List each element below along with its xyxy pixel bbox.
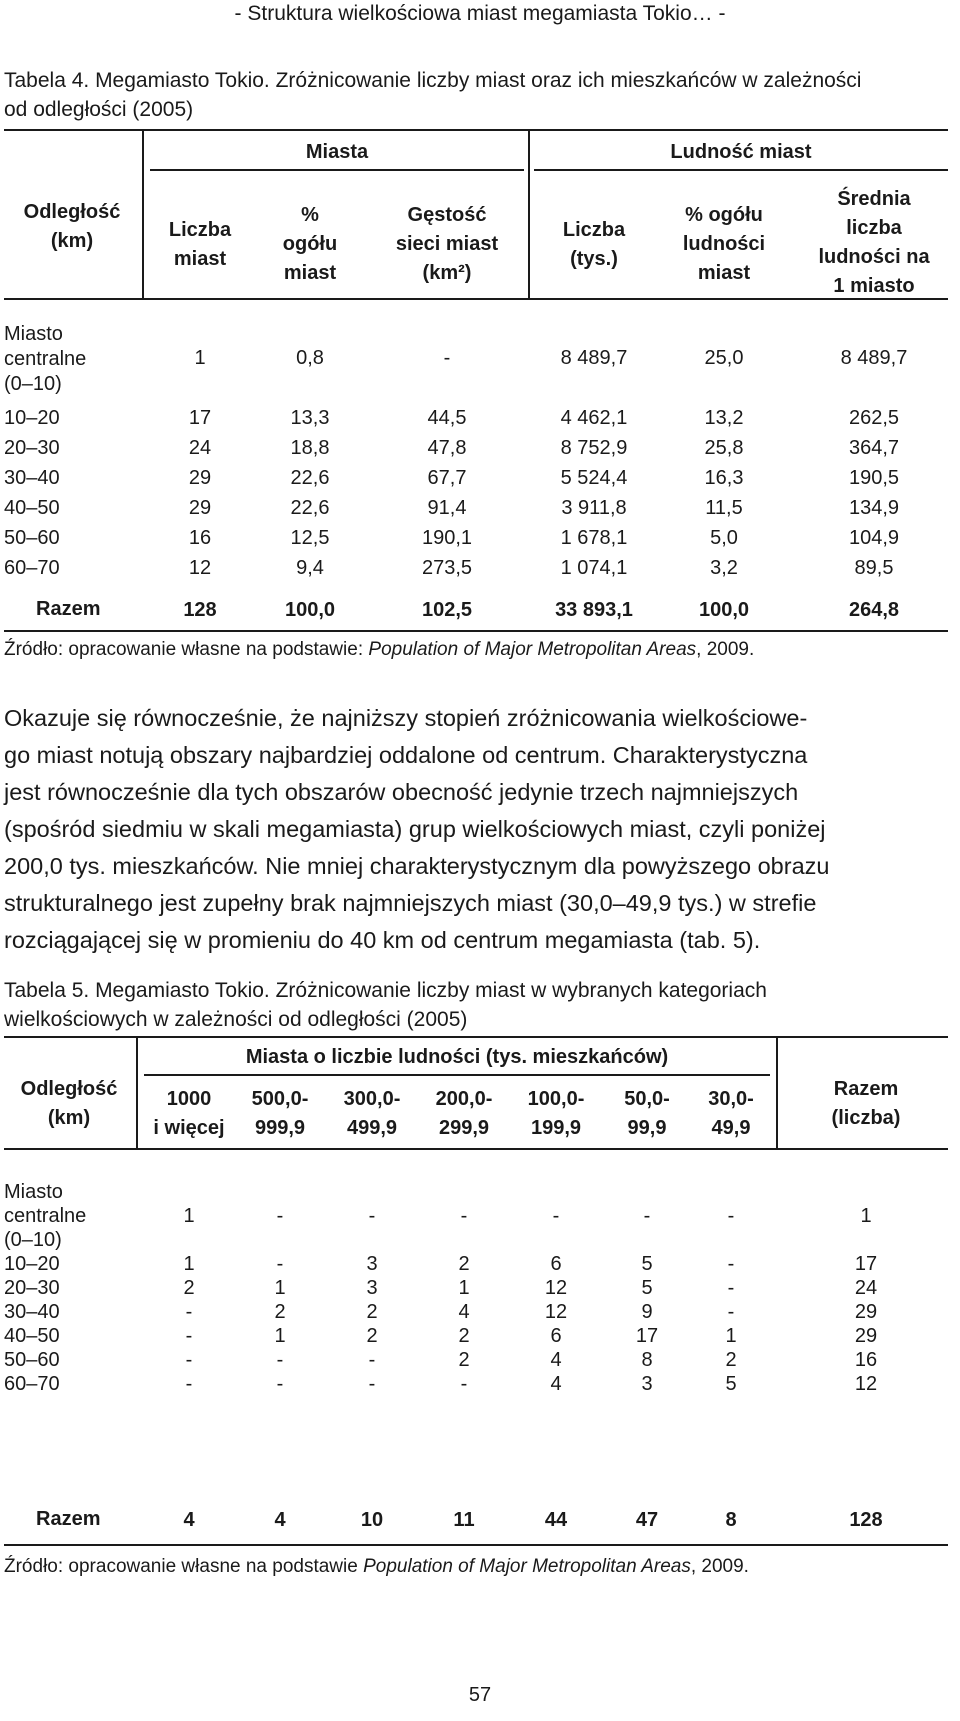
table5-cell: - (276, 1253, 284, 1275)
table5-cell: 2 (274, 1301, 286, 1323)
table5-cell: 1 (274, 1325, 286, 1347)
table4-group-rule-ludnosc (534, 169, 948, 171)
table4-cell: 8 489,7 (560, 347, 628, 369)
table5-cell: 12 (544, 1301, 568, 1323)
running-header: - Struktura wielkościowa miast megamiasta Tokio… - (234, 2, 726, 25)
table4-cell: 29 (188, 497, 212, 519)
table5-total-cell: 10 (360, 1509, 384, 1531)
table4-cell: 16 (188, 527, 212, 549)
table4-col-liczba-tys: Liczba (tys.) (562, 219, 626, 270)
table4-row-label: 60–70 (4, 557, 60, 579)
table5-col-header: 1000 i więcej (153, 1088, 225, 1139)
table4-group-miasta: Miasta (305, 141, 369, 163)
table5-cell: 29 (854, 1301, 878, 1323)
paragraph-line: (spośród siedmiu w skali megamiasta) grup wielkościowych miast, czyli poniżej (4, 816, 826, 842)
table4-group-ludnosc: Ludność miast (670, 141, 812, 163)
table4-cell: 24 (188, 437, 212, 459)
table5-cell: 17 (635, 1325, 659, 1347)
table5-cell: 5 (641, 1253, 653, 1275)
table5-cell: - (368, 1349, 376, 1371)
paragraph-line: Okazuje się równocześnie, że najniższy stopień zróżnicowania wielkościowe- (4, 705, 808, 731)
table4-row-label: 30–40 (4, 467, 60, 489)
table4-cell: 8 489,7 (840, 347, 908, 369)
table4-cell: 12 (188, 557, 212, 579)
table4-col-procent-miast: % ogółu miast (282, 204, 338, 284)
table5-source: Źródło: opracowanie własne na podstawie Population of Major Metropolitan Areas, 2009. (4, 1556, 749, 1577)
table4-total-cell: 100,0 (284, 599, 336, 621)
table4-cell: 104,9 (848, 527, 900, 549)
table5-cell: 9 (641, 1301, 653, 1323)
table5-cell: 6 (550, 1253, 562, 1275)
table5-cell: - (276, 1205, 284, 1227)
table5-cell: 2 (458, 1325, 470, 1347)
page-number: 57 (468, 1684, 492, 1706)
table5-cell: 2 (458, 1253, 470, 1275)
table5-row-label: 10–20 (4, 1253, 60, 1275)
table4-top-rule (4, 129, 948, 131)
table5-col-header: 30,0- 49,9 (708, 1088, 754, 1139)
table5-cell: - (276, 1349, 284, 1371)
table5-col-header: 300,0- 499,9 (343, 1088, 401, 1139)
table4-cell: 134,9 (848, 497, 900, 519)
table5-col-divider (776, 1036, 778, 1150)
table4-total-cell: 264,8 (848, 599, 900, 621)
table4-total-cell: 100,0 (698, 599, 750, 621)
table5-cell: - (643, 1205, 651, 1227)
table5-col-total: Razem (liczba) (831, 1078, 901, 1129)
table4-source: Źródło: opracowanie własne na podstawie: Population of Major Metropolitan Areas, 2009. (4, 639, 755, 660)
table5-row-label-central: Miasto centralne (0–10) (4, 1181, 87, 1251)
table5-cell: 5 (641, 1277, 653, 1299)
table4-caption (4, 66, 861, 124)
table4-cell: 1 074,1 (560, 557, 628, 579)
table4-col-procent-ludnosci: % ogółu ludności miast (682, 204, 766, 284)
table4-row-label-central: Miasto centralne (0–10) (4, 323, 87, 395)
table4-row-label: 10–20 (4, 407, 60, 429)
table5-cell: 4 (550, 1373, 562, 1395)
table5-cell: 1 (725, 1325, 737, 1347)
table5-cell: 1 (458, 1277, 470, 1299)
table5-group-title: Miasta o liczbie ludności (tys. mieszkańców) (245, 1046, 669, 1068)
table5-cell: 8 (641, 1349, 653, 1371)
table4-caption-line: Tabela 4. Megamiasto Tokio. Zróżnicowanie liczby miast oraz ich mieszkańców w zależności (4, 69, 862, 92)
table4-cell: 12,5 (290, 527, 330, 549)
table5-cell: - (460, 1205, 468, 1227)
table5-total-cell: 128 (849, 1509, 883, 1531)
table5-cell: 2 (366, 1301, 378, 1323)
table4-cell: 364,7 (848, 437, 900, 459)
table4-cell: 9,4 (296, 557, 324, 579)
table4-cell: 11,5 (705, 497, 743, 519)
table4-cell: 1 678,1 (560, 527, 628, 549)
table5-cell: 6 (550, 1325, 562, 1347)
table5-cell: 2 (366, 1325, 378, 1347)
table4-cell: 1 (194, 347, 206, 369)
table5-col-header: 200,0- 299,9 (435, 1088, 493, 1139)
table5-total-cell: 47 (635, 1509, 659, 1531)
table5-col-header: 500,0- 999,9 (251, 1088, 309, 1139)
table4-total-rule (4, 630, 948, 632)
table5-cell: - (727, 1205, 735, 1227)
table5-row-label: 60–70 (4, 1373, 60, 1395)
table5-top-rule (4, 1036, 948, 1038)
body-paragraph (4, 700, 948, 959)
table4-total-cell: 128 (183, 599, 217, 621)
table5-caption-line: Tabela 5. Megamiasto Tokio. Zróżnicowanie liczby miast w wybranych kategoriach (4, 979, 767, 1002)
table4-cell: 273,5 (421, 557, 473, 579)
table4-cell: 8 752,9 (560, 437, 628, 459)
table5-cell: 12 (544, 1277, 568, 1299)
table4-cell: 13,2 (704, 407, 744, 429)
table5-total-cell: 44 (544, 1509, 568, 1531)
table4-cell: 29 (188, 467, 212, 489)
table5-col-header: 100,0- 199,9 (527, 1088, 585, 1139)
table5-cell: 4 (550, 1349, 562, 1371)
table5-cell: - (727, 1277, 735, 1299)
table4-cell: 67,7 (427, 467, 467, 489)
table5-caption (4, 976, 767, 1034)
table5-cell: - (185, 1373, 193, 1395)
table4-total-label: Razem (36, 598, 101, 620)
table5-cell: 1 (183, 1205, 195, 1227)
table4-col-divider (142, 129, 144, 300)
table4-cell: 17 (188, 407, 212, 429)
paragraph-line: 200,0 tys. mieszkańców. Nie mniej charakterystycznym dla powyższego obrazu (4, 853, 830, 879)
paragraph-line: rozciągającej się w promieniu do 40 km od centrum megamiasta (tab. 5). (4, 927, 761, 953)
table5-cell: 12 (854, 1373, 878, 1395)
table4-col-divider (528, 129, 530, 300)
table4-cell: 262,5 (848, 407, 900, 429)
table5-cell: - (552, 1205, 560, 1227)
table5-cell: 3 (641, 1373, 653, 1395)
table5-cell: 1 (274, 1277, 286, 1299)
table5-total-label: Razem (36, 1508, 101, 1530)
table5-caption-line: wielkościowych w zależności od odległości (2005) (4, 1008, 468, 1031)
table5-total-rule (4, 1544, 948, 1546)
table5-row-label: 40–50 (4, 1325, 60, 1347)
table5-row-label: 20–30 (4, 1277, 60, 1299)
table4-cell: 44,5 (427, 407, 467, 429)
table4-cell: 22,6 (290, 467, 330, 489)
table4-cell: 5,0 (710, 527, 738, 549)
table5-cell: 2 (725, 1349, 737, 1371)
table4-cell: 0,8 (296, 347, 324, 369)
table5-row-label: 50–60 (4, 1349, 60, 1371)
table5-cell: 24 (854, 1277, 878, 1299)
paragraph-line: go miast notują obszary najbardziej oddalone od centrum. Charakterystyczna (4, 742, 808, 768)
table5-cell: - (185, 1349, 193, 1371)
table5-cell: - (368, 1373, 376, 1395)
table5-cell: 1 (860, 1205, 872, 1227)
table5-cell: 3 (366, 1277, 378, 1299)
table5-cell: - (727, 1253, 735, 1275)
table5-cell: - (460, 1373, 468, 1395)
table4-cell: 3,2 (710, 557, 738, 579)
paragraph-line: jest równocześnie dla tych obszarów obecność jedynie trzech najmniejszych (4, 779, 799, 805)
table5-cell: - (185, 1325, 193, 1347)
table4-col-liczba-miast: Liczba miast (168, 219, 232, 270)
table5-cell: 16 (854, 1349, 878, 1371)
table4-row-label: 20–30 (4, 437, 60, 459)
table4-group-rule-miasta (150, 169, 524, 171)
table4-cell: 25,8 (704, 437, 744, 459)
table5-row-label: 30–40 (4, 1301, 60, 1323)
table4-row-label: 50–60 (4, 527, 60, 549)
table5-cell: 4 (458, 1301, 470, 1323)
table5-total-cell: 8 (725, 1509, 737, 1531)
table4-cell: - (443, 347, 451, 369)
table5-cell: - (185, 1301, 193, 1323)
paragraph-line: strukturalnego jest zupełny brak najmniejszych miast (30,0–49,9 tys.) w strefie (4, 890, 817, 916)
table4-col-srednia: Średnia liczba ludności na 1 miasto (818, 188, 930, 297)
table4-cell: 47,8 (427, 437, 467, 459)
table5-cell: 3 (366, 1253, 378, 1275)
table4-cell: 25,0 (704, 347, 744, 369)
table5-cell: 1 (183, 1253, 195, 1275)
table5-cell: 5 (725, 1373, 737, 1395)
table4-cell: 91,4 (427, 497, 467, 519)
table5-col-distance: Odległość (km) (20, 1078, 118, 1129)
table4-cell: 190,5 (848, 467, 900, 489)
table5-cell: 17 (854, 1253, 878, 1275)
table5-total-cell: 4 (274, 1509, 286, 1531)
table5-cell: 2 (458, 1349, 470, 1371)
table5-group-rule (144, 1074, 770, 1076)
table4-cell: 5 524,4 (560, 467, 628, 489)
table4-total-cell: 102,5 (421, 599, 473, 621)
table5-cell: - (727, 1301, 735, 1323)
table4-cell: 4 462,1 (560, 407, 628, 429)
table4-cell: 190,1 (421, 527, 473, 549)
table4-cell: 89,5 (854, 557, 894, 579)
table4-col-distance: Odległość (km) (23, 201, 121, 252)
table4-cell: 3 911,8 (561, 497, 627, 519)
table5-header-rule (4, 1148, 948, 1150)
table4-row-label: 40–50 (4, 497, 60, 519)
table4-cell: 16,3 (704, 467, 744, 489)
table5-cell: - (276, 1373, 284, 1395)
table5-col-divider (136, 1036, 138, 1150)
table4-cell: 13,3 (290, 407, 330, 429)
table5-col-header: 50,0- 99,9 (624, 1088, 670, 1139)
table5-cell: 2 (183, 1277, 195, 1299)
table4-col-gestosc: Gęstość sieci miast (km²) (395, 204, 499, 284)
table5-cell: - (368, 1205, 376, 1227)
table5-total-cell: 11 (453, 1509, 475, 1531)
table4-caption-line: od odległości (2005) (4, 98, 194, 121)
table5-cell: 29 (854, 1325, 878, 1347)
table4-total-cell: 33 893,1 (555, 599, 633, 621)
table4-cell: 22,6 (290, 497, 330, 519)
table5-total-cell: 4 (183, 1509, 195, 1531)
table4-cell: 18,8 (290, 437, 330, 459)
